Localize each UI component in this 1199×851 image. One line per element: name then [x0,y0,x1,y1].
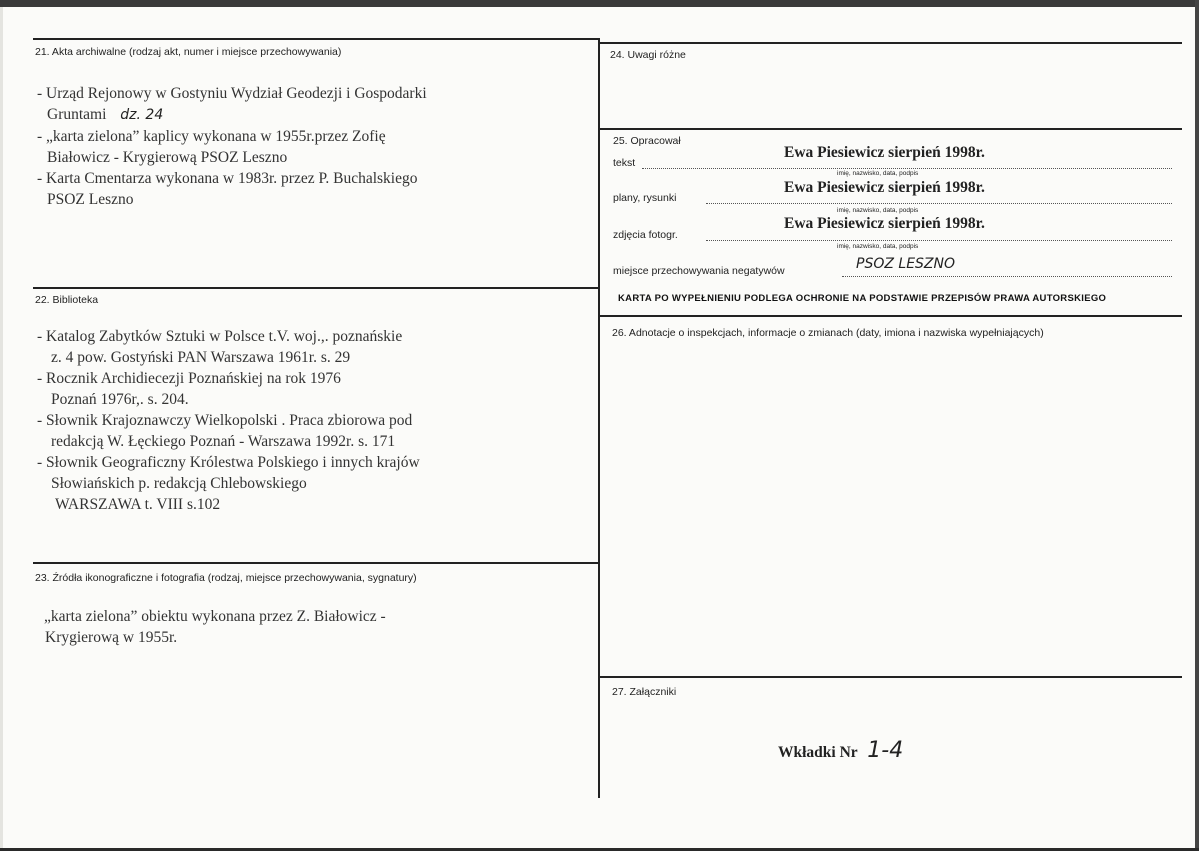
section21-line: - Karta Cmentarza wykonana w 1983r. przez P. Buchalskiego [37,170,418,187]
section25-top-rule [600,128,1182,130]
section23-label: 23. Źródła ikonograficzne i fotografia (rodzaj, miejsce przechowywania, sygnatury) [35,572,417,584]
card-right-edge [1195,0,1199,851]
section21-line: - Urząd Rejonowy w Gostyniu Wydział Geodezji i Gospodarki [37,85,427,102]
row-tekst-line [642,168,1172,169]
section21-line: - „karta zielona” kaplicy wykonana w 1955r.przez Zofię [37,128,386,145]
row-tekst-value: Ewa Piesiewicz sierpień 1998r. [784,144,985,161]
section22-line: redakcją W. Łęckiego Poznań - Warszawa 1992r. s. 171 [51,433,396,450]
row-plany-label: plany, rysunki [613,192,677,204]
section27-label: 27. Załączniki [612,686,677,698]
section21-line: Białowicz - Krygierową PSOZ Leszno [47,149,288,166]
row-plany-value: Ewa Piesiewicz sierpień 1998r. [784,179,985,196]
section21-line: PSOZ Leszno [47,191,134,208]
row-tekst-caption: imię, nazwisko, data, podpis [837,170,919,177]
section22-line: Poznań 1976r,. s. 204. [51,391,189,408]
section22-line: - Katalog Zabytków Sztuki w Polsce t.V. woj.,. poznańskie [37,328,403,345]
section27-top-rule [600,676,1182,678]
section22-line: - Słownik Krajoznawczy Wielkopolski . Praca zbiorowa pod [37,412,413,429]
column-divider [598,38,600,798]
section22-line: - Słownik Geograficzny Królestwa Polskiego i innych krajów [37,454,420,471]
section22-text [37,326,420,515]
negatives-label: miejsce przechowywania negatywów [613,265,785,277]
section21-label: 21. Akta archiwalne (rodzaj akt, numer i miejsce przechowywania) [35,46,342,58]
copyright-notice: KARTA PO WYPEŁNIENIU PODLEGA OCHRONIE NA PODSTAWIE PRZEPISÓW PRAWA AUTORSKIEGO [618,293,1107,304]
attachments-number-handwritten: 1-4 [867,738,904,763]
row-zdjecia-value: Ewa Piesiewicz sierpień 1998r. [784,215,985,232]
section23-line: Krygierową w 1955r. [45,629,178,646]
section22-line: - Rocznik Archidiecezji Poznańskiej na rok 1976 [37,370,341,387]
section26-label: 26. Adnotacje o inspekcjach, informacje o zmianach (daty, imiona i nazwiska wypełniających) [612,327,1044,339]
section21-top-rule [33,38,598,40]
section24-top-rule [600,42,1182,44]
handwritten-signature-number: dz. 24 [120,107,164,123]
row-plany-caption: imię, nazwisko, data, podpis [837,207,919,214]
section22-line: z. 4 pow. Gostyński PAN Warszawa 1961r. s. 29 [51,349,351,366]
section23-text [44,606,386,648]
section22-line: WARSZAWA t. VIII s.102 [55,496,221,513]
section26-top-rule [600,315,1182,317]
section21-text [37,83,427,210]
card-top-edge [0,0,1199,7]
section23-line: „karta zielona” obiektu wykonana przez Z. Białowicz - [44,608,386,625]
row-tekst-label: tekst [613,157,636,169]
section22-top-rule [33,287,598,289]
negatives-value: PSOZ LESZNO [856,256,956,272]
row-zdjecia-caption: imię, nazwisko, data, podpis [837,243,919,250]
section23-top-rule [33,562,598,564]
section21-line: Gruntami dz. 24 [47,106,164,123]
negatives-line [842,276,1172,277]
row-zdjecia-label: zdjęcia fotogr. [613,229,678,241]
section22-label: 22. Biblioteka [35,294,99,306]
row-zdjecia-line [706,240,1172,241]
section22-line: Słowiańskich p. redakcją Chlebowskiego [51,475,307,492]
section24-label: 24. Uwagi różne [610,49,686,61]
section25-label: 25. Opracował [613,135,681,147]
row-plany-line [706,203,1172,204]
attachments-value: Wkładki Nr 1-4 [778,738,904,763]
